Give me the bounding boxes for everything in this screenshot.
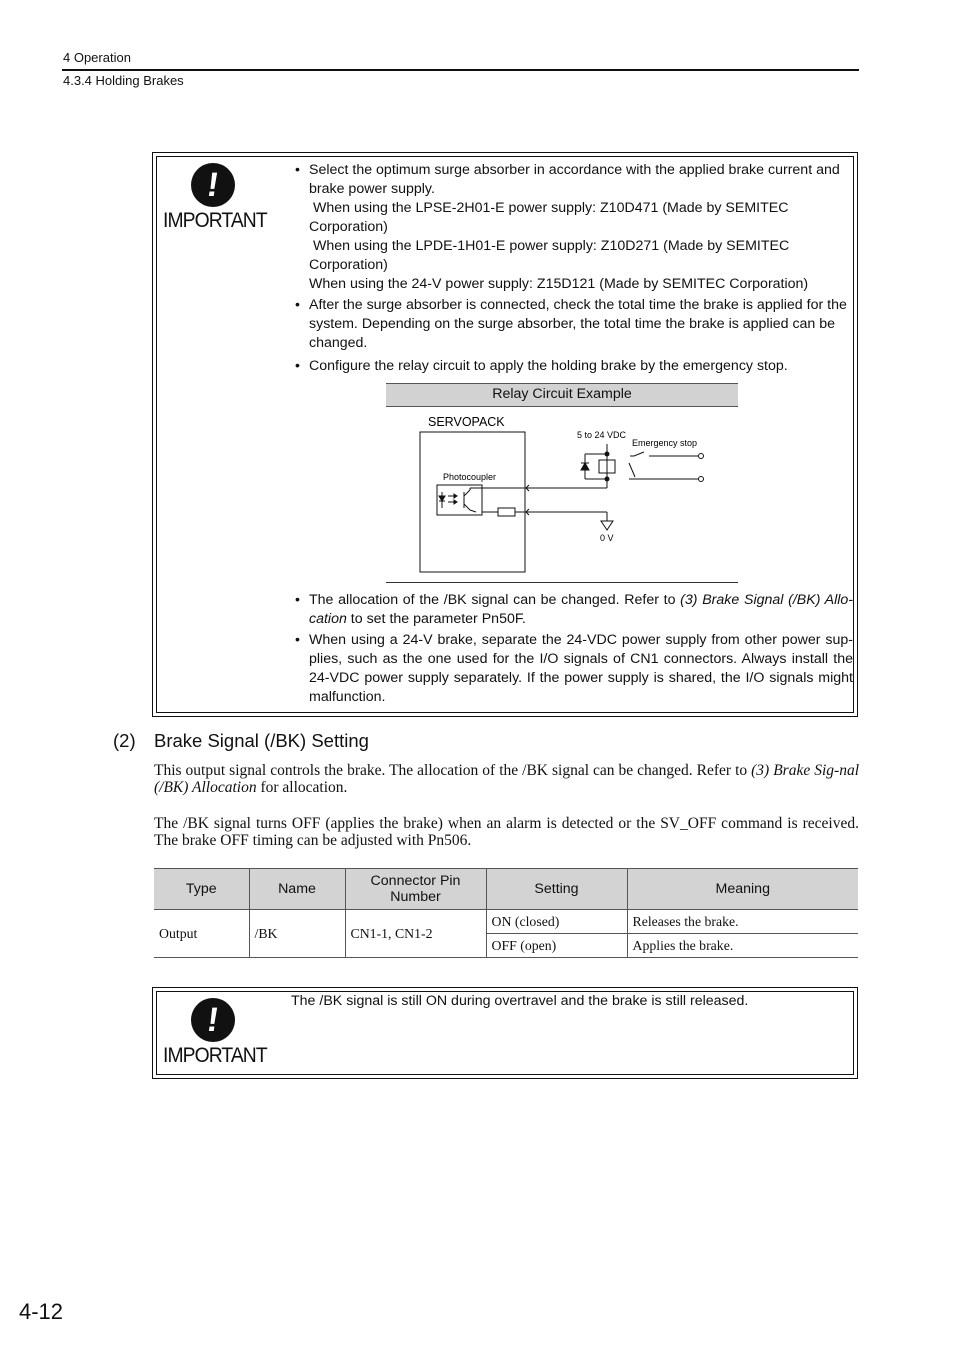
section-paragraph-1 (154, 762, 859, 796)
section-heading (113, 730, 369, 752)
table-header-row (154, 869, 858, 910)
bullet-sub-lpse: When using the LPSE-2H01-E power supply: Z10D471 (Made by SEMITEC Corporation) (309, 200, 793, 235)
important-box-2 (152, 987, 858, 1079)
emergency-stop-label: Emergency stop (632, 438, 698, 448)
para1-before: This output signal controls the brake. The allocation of the /BK signal can be changed. Refer to (154, 762, 752, 779)
output-wiring (482, 444, 704, 530)
important-icon (163, 163, 267, 239)
important-icon (163, 998, 267, 1074)
bullet-text: Select the optimum surge absorber in accordance with the applied brake current and brake power supply. (309, 162, 840, 197)
bullet-surge-absorber (295, 161, 853, 294)
important-box-2-text: The /BK signal is still ON during overtravel and the brake is still released. (291, 993, 749, 1009)
page-number: 4-12 (19, 1299, 64, 1324)
para1-ref-link: (3) Brake Sig-nal (/BK) Allocation (154, 762, 859, 796)
header-setting: Setting (486, 869, 627, 910)
section-title: Brake Signal (/BK) Setting (154, 730, 369, 751)
bullet-sub-lpde: When using the LPDE-1H01-E power supply: Z10D271 (Made by SEMITEC Corporation) (309, 238, 794, 273)
bullet-ref-before: The allocation of the /BK signal can be changed. Refer to (309, 592, 681, 608)
para1-after: for allocation. (256, 779, 348, 796)
servopack-box (420, 432, 525, 572)
junction-dot (605, 477, 610, 482)
bullet-24v-brake (295, 631, 853, 707)
header-name: Name (249, 869, 345, 910)
servopack-label: SERVOPACK (428, 415, 505, 429)
bullet-relay-circuit (295, 357, 853, 376)
header-connector (345, 869, 486, 910)
junction-dot (605, 452, 610, 457)
cell-pins: CN1-1, CN1-2 (345, 910, 486, 958)
header-type: Type (154, 869, 249, 910)
section-number: (2) (113, 730, 136, 751)
relay-circuit-diagram (386, 408, 738, 582)
bullet-total-time (295, 296, 853, 353)
header-connector-text: Connector Pin Number (370, 873, 461, 905)
relay-diagram-title: Relay Circuit Example (386, 383, 738, 407)
bullet-text: Configure the relay circuit to apply the holding brake by the emergency stop. (309, 358, 788, 374)
exclamation-icon: ! (191, 998, 235, 1042)
exclamation-icon: ! (191, 163, 235, 207)
important-bullets-top (295, 161, 853, 376)
bullet-ref-link: (3) Brake Signal (/BK) Allo-cation (309, 592, 853, 627)
section-header: 4.3.4 Holding Brakes (63, 73, 184, 88)
cell-setting: OFF (open) (486, 934, 627, 958)
photocoupler-led-icon (439, 488, 482, 512)
photocoupler-box (437, 485, 482, 515)
photocoupler-label: Photocoupler (443, 472, 497, 482)
important-bullets-bottom (295, 591, 853, 707)
cell-meaning: Releases the brake. (627, 910, 858, 934)
bullet-sub-24v: When using the 24-V power supply: Z15D121 (Made by SEMITEC Corporation) (309, 276, 809, 292)
cell-type: Output (154, 910, 249, 958)
brake-signal-table (154, 868, 858, 958)
section-paragraph-2: The /BK signal turns OFF (applies the brake) when an alarm is detected or the SV_OFF command is received. The brake OFF timing can be adjusted with Pn506. (154, 815, 859, 849)
important-icon-label: IMPORTANT (163, 1044, 267, 1067)
chapter-header: 4 Operation (63, 50, 131, 65)
cell-meaning: Applies the brake. (627, 934, 858, 958)
bullet-text: After the surge absorber is connected, check the total time the brake is applied for the system. Depending on the surge absorber, the total time the brake is applied can be changed. (309, 297, 847, 351)
important-icon-label: IMPORTANT (163, 209, 267, 232)
header-rule (62, 69, 859, 71)
bullet-text: When using a 24-V brake, separate the 24-VDC power supply from other power sup-plies, such as the one used for the I/O signals of CN1 connectors. Always install the 24-VDC power supply separately. If the power supply is shared, the I/O signals might malfunction. (309, 632, 853, 705)
supply-voltage-label: 5 to 24 VDC (577, 430, 627, 440)
cell-setting: ON (closed) (486, 910, 627, 934)
bullet-ref-after: to set the parameter Pn50F. (346, 611, 526, 627)
ground-label: 0 V (600, 533, 614, 543)
cell-name: /BK (249, 910, 345, 958)
table-row (154, 910, 858, 934)
relay-diagram-bottom-rule (386, 582, 738, 583)
header-meaning: Meaning (627, 869, 858, 910)
bullet-allocation (295, 591, 853, 629)
